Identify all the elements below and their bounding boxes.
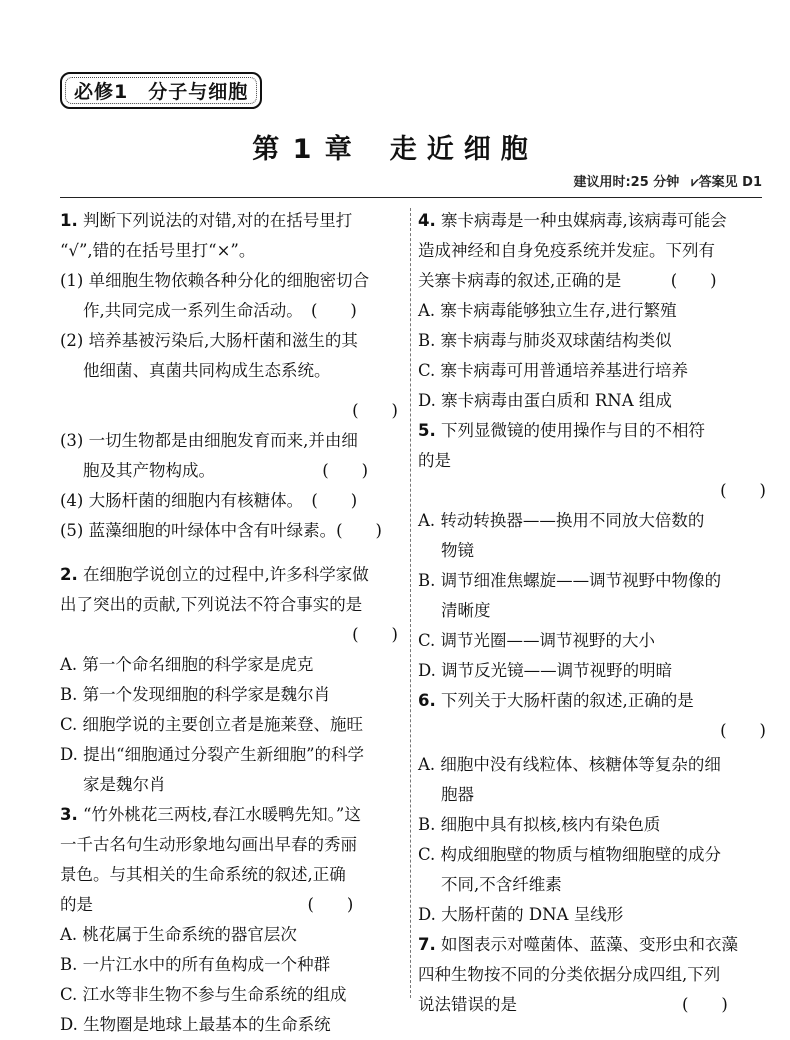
option-d-cont: 家是魏尔肖 <box>83 775 166 794</box>
question-line: 的是 <box>418 451 451 470</box>
question-number: 2. <box>60 565 78 584</box>
option-b: B. 第一个发现细胞的科学家是魏尔肖 <box>60 685 331 704</box>
chapter-number: 第 1 章 <box>252 134 354 165</box>
question-line: 景色。与其相关的生命系统的叙述,正确 <box>60 865 346 884</box>
question-line: 关寨卡病毒的叙述,正确的是 ( ) <box>418 271 717 290</box>
option-a: A. 转动转换器——换用不同放大倍数的 <box>418 511 705 530</box>
question-line: 4. 寨卡病毒是一种虫媒病毒,该病毒可能会 <box>418 211 727 230</box>
answer-blank: ( ) <box>720 481 766 500</box>
question-line: 2. 在细胞学说创立的过程中,许多科学家做 <box>60 565 369 584</box>
question-line: 的是 ( ) <box>60 895 354 914</box>
judgment-item-cont: 胞及其产物构成。 ( ) <box>83 461 369 480</box>
option-b-cont: 清晰度 <box>441 601 491 620</box>
question-line: 1. 判断下列说法的对错,对的在括号里打 <box>60 211 353 230</box>
question-3 <box>60 800 402 1040</box>
left-column <box>60 206 402 1040</box>
question-line: 7. 如图表示对噬菌体、蓝藻、变形虫和衣藻 <box>418 935 738 954</box>
question-number: 6. <box>418 691 436 710</box>
option-c: C. 江水等非生物不参与生命系统的组成 <box>60 985 347 1004</box>
question-line: 造成神经和自身免疫系统并发症。下列有 <box>418 241 715 260</box>
chapter-meta <box>573 171 762 190</box>
question-line: 6. 下列关于大肠杆菌的叙述,正确的是 <box>418 691 694 710</box>
judgment-item: (3) 一切生物都是由细胞发育而来,并由细 <box>60 431 358 450</box>
option-d: D. 寨卡病毒由蛋白质和 RNA 组成 <box>418 391 672 410</box>
module-label: 必修1 分子与细胞 <box>60 72 262 109</box>
chapter-title: 走近细胞 <box>389 134 538 165</box>
option-a: A. 桃花属于生命系统的器官层次 <box>60 925 297 944</box>
question-line: 5. 下列显微镜的使用操作与目的不相符 <box>418 421 705 440</box>
question-line: 3. “竹外桃花三两枝,春江水暖鸭先知。”这 <box>60 805 361 824</box>
question-4 <box>418 206 770 416</box>
option-c: C. 构成细胞壁的物质与植物细胞壁的成分 <box>418 845 722 864</box>
question-number: 5. <box>418 421 436 440</box>
question-2 <box>60 560 402 800</box>
answer-reference: ⩗答案见 D1 <box>691 175 762 190</box>
question-5 <box>418 416 770 686</box>
question-7 <box>418 930 770 1020</box>
column-divider <box>410 208 411 998</box>
question-number: 1. <box>60 211 78 230</box>
option-b: B. 寨卡病毒与肺炎双球菌结构类似 <box>418 331 672 350</box>
answer-blank: ( ) <box>720 721 766 740</box>
question-line: 出了突出的贡献,下列说法不符合事实的是 <box>60 595 363 614</box>
option-c: C. 寨卡病毒可用普通培养基进行培养 <box>418 361 689 380</box>
header-rule <box>60 197 762 198</box>
judgment-item: (5) 蓝藻细胞的叶绿体中含有叶绿素。( ) <box>60 521 382 540</box>
question-6 <box>418 686 770 930</box>
option-d: D. 生物圈是地球上最基本的生命系统 <box>60 1015 331 1034</box>
option-a: A. 寨卡病毒能够独立生存,进行繁殖 <box>418 301 677 320</box>
option-a-cont: 胞器 <box>441 785 474 804</box>
question-number: 3. <box>60 805 78 824</box>
question-line: 说法错误的是 ( ) <box>418 995 728 1014</box>
question-line: 一千古名句生动形象地勾画出早春的秀丽 <box>60 835 357 854</box>
option-b: B. 一片江水中的所有鱼构成一个种群 <box>60 955 331 974</box>
option-c: C. 细胞学说的主要创立者是施莱登、施旺 <box>60 715 364 734</box>
judgment-item-cont: 他细菌、真菌共同构成生态系统。 <box>83 361 331 380</box>
question-line: “√”,错的在括号里打“×”。 <box>60 241 256 260</box>
chapter-heading <box>0 127 790 166</box>
judgment-item: (1) 单细胞生物依赖各种分化的细胞密切合 <box>60 271 370 290</box>
option-c: C. 调节光圈——调节视野的大小 <box>418 631 656 650</box>
judgment-item-cont: 作,共同完成一系列生命活动。 ( ) <box>83 301 357 320</box>
answer-blank: ( ) <box>352 401 398 420</box>
option-a: A. 第一个命名细胞的科学家是虎克 <box>60 655 314 674</box>
question-number: 7. <box>418 935 436 954</box>
option-d: D. 大肠杆菌的 DNA 呈线形 <box>418 905 624 924</box>
question-1 <box>60 206 402 546</box>
answer-blank: ( ) <box>352 625 398 644</box>
option-a-cont: 物镜 <box>441 541 474 560</box>
question-number: 4. <box>418 211 436 230</box>
option-b: B. 细胞中具有拟核,核内有染色质 <box>418 815 661 834</box>
option-a: A. 细胞中没有线粒体、核糖体等复杂的细 <box>418 755 721 774</box>
question-line: 四种生物按不同的分类依据分成四组,下列 <box>418 965 721 984</box>
option-c-cont: 不同,不含纤维素 <box>441 875 562 894</box>
judgment-item: (2) 培养基被污染后,大肠杆菌和滋生的其 <box>60 331 358 350</box>
suggested-time: 建议用时:25 分钟 <box>573 175 680 190</box>
option-d: D. 调节反光镜——调节视野的明暗 <box>418 661 673 680</box>
judgment-item: (4) 大肠杆菌的细胞内有核糖体。 ( ) <box>60 491 358 510</box>
option-b: B. 调节细准焦螺旋——调节视野中物像的 <box>418 571 722 590</box>
right-column <box>418 206 770 1020</box>
option-d: D. 提出“细胞通过分裂产生新细胞”的科学 <box>60 745 365 764</box>
